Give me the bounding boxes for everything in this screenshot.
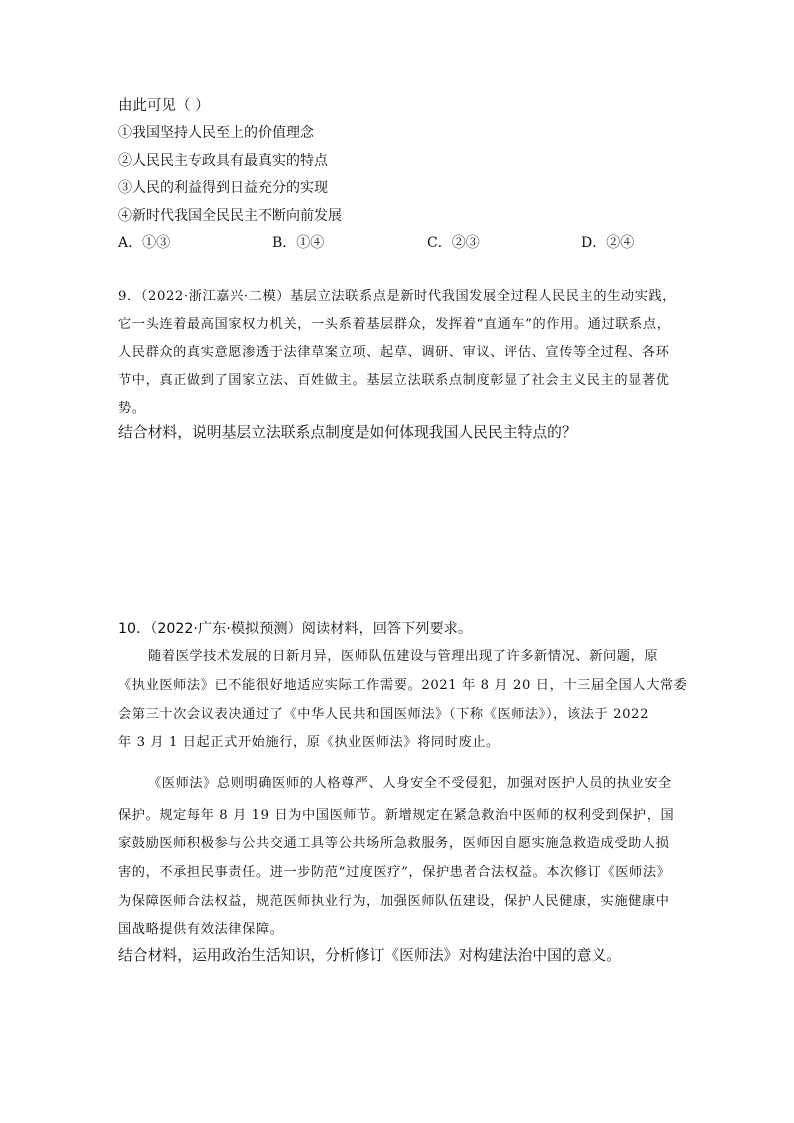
q10-para1-line-2: 《执业医师法》已不能很好地适应实际工作需要。2021 年 8 月 20 日，十三届全国人大常委 [118,678,688,693]
q9-question: 结合材料，说明基层立法联系点制度是如何体现我国人民民主特点的？ [118,424,577,441]
q9-material-line-4: 节中，真正做到了国家立法、百姓做主。基层立法联系点制度彰显了社会主义民主的显著优 [118,373,670,388]
q8-choice-b: B．①④ [272,235,325,251]
q10-para1-line-3: 会第三十次会议表决通过了《中华人民共和国医师法》（下称《医师法》），该法于 2022 [118,707,650,722]
q9-material-line-5: 势。 [118,401,146,416]
q9-material-line-1: 9．（2022·浙江嘉兴·二模）基层立法联系点是新时代我国发展全过程人民民主的生动实践， [118,289,677,304]
q10-para2-line-6: 国战略提供有效法律保障。 [118,922,284,937]
q8-choice-d: D．②④ [581,235,635,251]
q9-material-line-2: 它一头连着最高国家权力机关，一头系着基层群众，发挥着“直通车”的作用。通过联系点， [118,317,671,332]
q10-para2-line-4: 害的，不承担民事责任。进一步防范“过度医疗”，保护患者合法权益。本次修订《医师法》 [118,865,671,880]
q8-statement-2: ②人民民主专政具有最真实的特点 [118,153,328,169]
q10-para2-line-5: 为保障医师合法权益，规范医师执业行为，加强医师队伍建设，保护人民健康，实施健康中 [118,894,670,909]
q9-material-line-3: 人民群众的真实意愿渗透于法律草案立项、起草、调研、审议、评估、宣传等全过程、各环 [118,345,670,360]
q10-para2-line-3: 家鼓励医师积极参与公共交通工具等公共场所急救服务，医师因自愿实施急救造成受助人损 [118,836,670,851]
q8-stem: 由此可见（ ） [118,98,210,114]
q8-statement-1: ①我国坚持人民至上的价值理念 [118,125,314,141]
q10-para2-line-1: 《医师法》总则明确医师的人格尊严、人身安全不受侵犯，加强对医护人员的执业安全 [148,776,672,791]
q8-choice-a: A．①③ [118,235,171,251]
q10-header: 10．（2022·广东·模拟预测）阅读材料，回答下列要求。 [118,621,473,637]
q8-choice-c: C．②③ [427,235,480,251]
q10-para1-line-1: 随着医学技术发展的日新月异，医师队伍建设与管理出现了许多新情况、新问题，原 [148,649,659,664]
q10-para1-line-4: 年 3 月 1 日起正式开始施行，原《执业医师法》将同时废止。 [118,735,500,750]
q8-statement-3: ③人民的利益得到日益充分的实现 [118,180,328,196]
q10-question: 结合材料，运用政治生活知识，分析修订《医师法》对构建法治中国的意义。 [118,947,622,964]
q10-para2-line-2: 保护。规定每年 8 月 19 日为中国医师节。新增规定在紧急救治中医师的权利受到保护，国 [118,808,675,823]
q8-statement-4: ④新时代我国全民民主不断向前发展 [118,208,342,224]
